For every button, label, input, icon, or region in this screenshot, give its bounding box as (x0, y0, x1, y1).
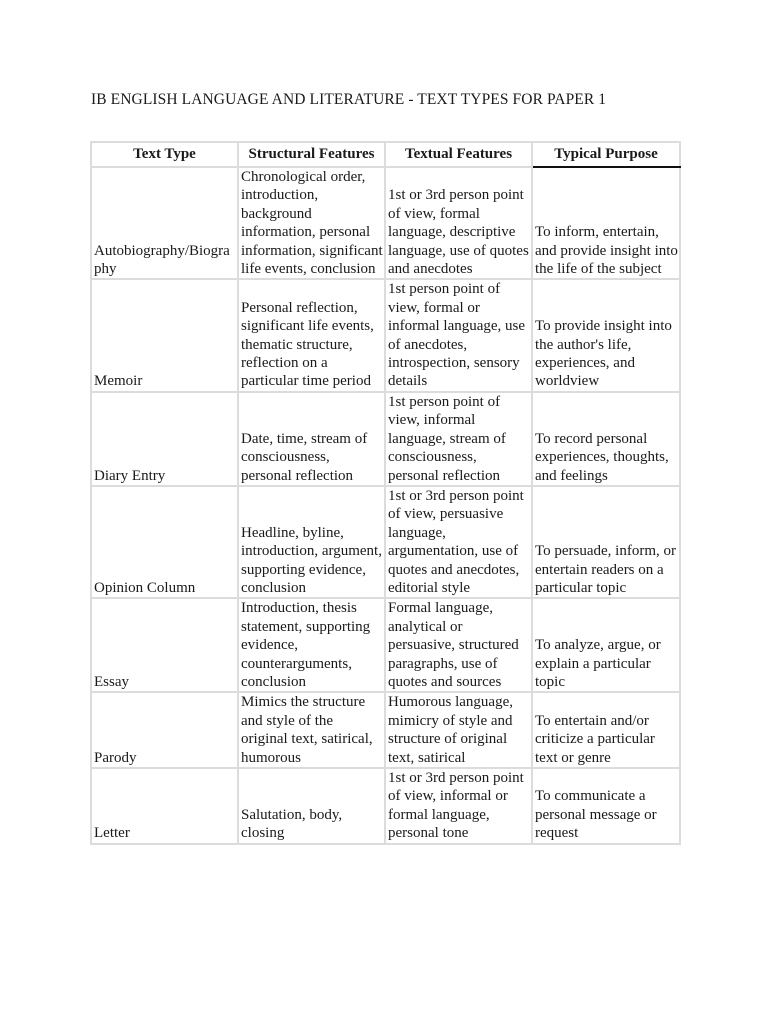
header-structural-features: Structural Features (238, 142, 385, 167)
cell-text-type: Diary Entry (91, 392, 238, 486)
document-title: IB ENGLISH LANGUAGE AND LITERATURE - TEXT TYPES FOR PAPER 1 (91, 91, 607, 108)
cell-typical-purpose: To analyze, argue, or explain a particular topic (532, 598, 680, 692)
cell-typical-purpose: To provide insight into the author's life, experiences, and worldview (532, 279, 680, 391)
cell-structural-features: Personal reflection, significant life events, thematic structure, reflection on a particular time period (238, 279, 385, 391)
cell-textual-features: 1st or 3rd person point of view, informal or formal language, personal tone (385, 768, 532, 844)
table-row (91, 392, 680, 486)
header-typical-purpose: Typical Purpose (532, 142, 680, 167)
table-row (91, 486, 680, 598)
cell-textual-features: 1st or 3rd person point of view, formal language, descriptive language, use of quotes and anecdotes (385, 167, 532, 279)
cell-typical-purpose: To entertain and/or criticize a particular text or genre (532, 692, 680, 768)
header-text-type: Text Type (91, 142, 238, 167)
table-row (91, 167, 680, 279)
cell-text-type: Essay (91, 598, 238, 692)
cell-structural-features: Date, time, stream of consciousness, personal reflection (238, 392, 385, 486)
text-types-table (90, 141, 681, 845)
cell-typical-purpose: To communicate a personal message or request (532, 768, 680, 844)
header-textual-features: Textual Features (385, 142, 532, 167)
cell-text-type: Letter (91, 768, 238, 844)
cell-text-type: Memoir (91, 279, 238, 391)
cell-text-type: Opinion Column (91, 486, 238, 598)
cell-structural-features: Headline, byline, introduction, argument, supporting evidence, conclusion (238, 486, 385, 598)
table-row (91, 598, 680, 692)
cell-structural-features: Introduction, thesis statement, supporting evidence, counterarguments, conclusion (238, 598, 385, 692)
table-row (91, 768, 680, 844)
table-header-row (91, 142, 680, 167)
cell-structural-features: Salutation, body, closing (238, 768, 385, 844)
cell-textual-features: Formal language, analytical or persuasive, structured paragraphs, use of quotes and sources (385, 598, 532, 692)
table-row (91, 692, 680, 768)
cell-textual-features: Humorous language, mimicry of style and structure of original text, satirical (385, 692, 532, 768)
cell-textual-features: 1st person point of view, formal or informal language, use of anecdotes, introspection, sensory details (385, 279, 532, 391)
cell-typical-purpose: To record personal experiences, thoughts, and feelings (532, 392, 680, 486)
cell-typical-purpose: To persuade, inform, or entertain readers on a particular topic (532, 486, 680, 598)
table-row (91, 279, 680, 391)
cell-structural-features: Mimics the structure and style of the original text, satirical, humorous (238, 692, 385, 768)
cell-text-type: Autobiography/Biography (91, 167, 238, 279)
cell-typical-purpose: To inform, entertain, and provide insight into the life of the subject (532, 167, 680, 279)
cell-textual-features: 1st person point of view, informal language, stream of consciousness, personal reflection (385, 392, 532, 486)
cell-structural-features: Chronological order, introduction, background information, personal information, significant life events, conclusion (238, 167, 385, 279)
cell-text-type: Parody (91, 692, 238, 768)
cell-textual-features: 1st or 3rd person point of view, persuasive language, argumentation, use of quotes and anecdotes, editorial style (385, 486, 532, 598)
